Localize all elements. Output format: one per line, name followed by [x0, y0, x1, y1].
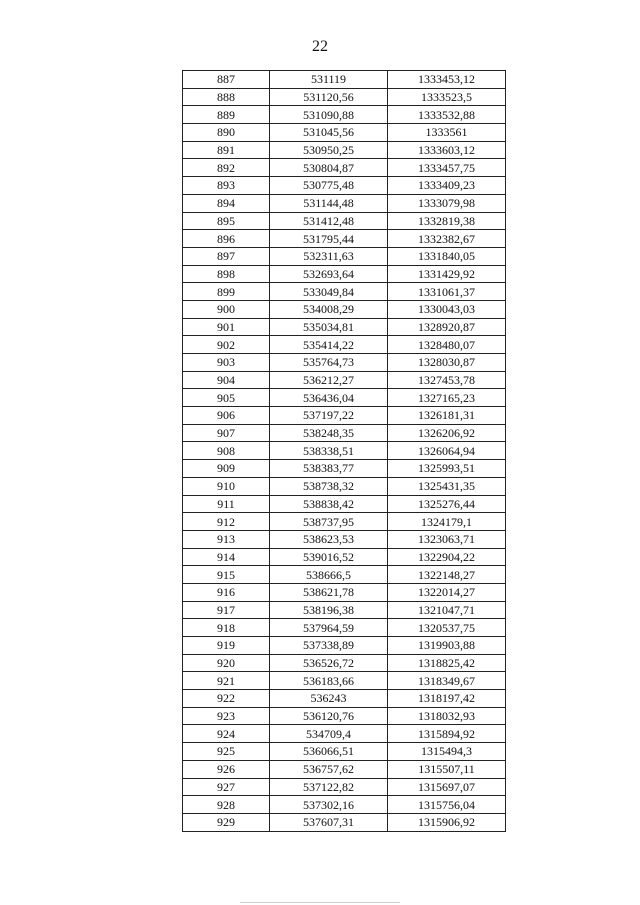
point-number-cell: 914 [183, 548, 270, 566]
point-number-cell: 926 [183, 760, 270, 778]
y-coordinate-cell: 1330043,03 [388, 300, 506, 318]
x-coordinate-cell: 534008,29 [270, 300, 388, 318]
table-row [183, 672, 506, 690]
x-coordinate-cell: 531144,48 [270, 194, 388, 212]
table-row [183, 442, 506, 460]
x-coordinate-cell: 538737,95 [270, 513, 388, 531]
table-row [183, 247, 506, 265]
table-row [183, 495, 506, 513]
table-row [183, 477, 506, 495]
table-row [183, 707, 506, 725]
point-number-cell: 909 [183, 460, 270, 478]
table-row [183, 548, 506, 566]
x-coordinate-cell: 531119 [270, 71, 388, 89]
x-coordinate-cell: 535034,81 [270, 318, 388, 336]
y-coordinate-cell: 1323063,71 [388, 530, 506, 548]
y-coordinate-cell: 1327453,78 [388, 371, 506, 389]
table-row [183, 371, 506, 389]
x-coordinate-cell: 531795,44 [270, 230, 388, 248]
table-row [183, 389, 506, 407]
x-coordinate-cell: 537964,59 [270, 619, 388, 637]
y-coordinate-cell: 1315906,92 [388, 813, 506, 831]
y-coordinate-cell: 1324179,1 [388, 513, 506, 531]
point-number-cell: 907 [183, 424, 270, 442]
table-row [183, 601, 506, 619]
table-row [183, 194, 506, 212]
x-coordinate-cell: 530775,48 [270, 177, 388, 195]
point-number-cell: 899 [183, 283, 270, 301]
point-number-cell: 896 [183, 230, 270, 248]
table-row [183, 619, 506, 637]
table-row [183, 778, 506, 796]
table-row [183, 354, 506, 372]
x-coordinate-cell: 531412,48 [270, 212, 388, 230]
x-coordinate-cell: 538623,53 [270, 530, 388, 548]
y-coordinate-cell: 1322014,27 [388, 583, 506, 601]
point-number-cell: 925 [183, 743, 270, 761]
y-coordinate-cell: 1333079,98 [388, 194, 506, 212]
table-row [183, 583, 506, 601]
x-coordinate-cell: 531120,56 [270, 88, 388, 106]
table-row [183, 637, 506, 655]
table-row [183, 566, 506, 584]
x-coordinate-cell: 538248,35 [270, 424, 388, 442]
x-coordinate-cell: 532311,63 [270, 247, 388, 265]
y-coordinate-cell: 1319903,88 [388, 637, 506, 655]
x-coordinate-cell: 536183,66 [270, 672, 388, 690]
point-number-cell: 888 [183, 88, 270, 106]
table-row [183, 177, 506, 195]
table-row [183, 530, 506, 548]
point-number-cell: 895 [183, 212, 270, 230]
x-coordinate-cell: 536066,51 [270, 743, 388, 761]
y-coordinate-cell: 1326206,92 [388, 424, 506, 442]
table-row [183, 424, 506, 442]
point-number-cell: 911 [183, 495, 270, 513]
table-row [183, 106, 506, 124]
y-coordinate-cell: 1318197,42 [388, 690, 506, 708]
x-coordinate-cell: 538838,42 [270, 495, 388, 513]
x-coordinate-cell: 537607,31 [270, 813, 388, 831]
table-row [183, 71, 506, 89]
point-number-cell: 901 [183, 318, 270, 336]
table-row [183, 460, 506, 478]
point-number-cell: 898 [183, 265, 270, 283]
y-coordinate-cell: 1326064,94 [388, 442, 506, 460]
y-coordinate-cell: 1333453,12 [388, 71, 506, 89]
y-coordinate-cell: 1315697,07 [388, 778, 506, 796]
point-number-cell: 916 [183, 583, 270, 601]
y-coordinate-cell: 1315494,3 [388, 743, 506, 761]
x-coordinate-cell: 534709,4 [270, 725, 388, 743]
point-number-cell: 923 [183, 707, 270, 725]
y-coordinate-cell: 1328920,87 [388, 318, 506, 336]
y-coordinate-cell: 1331840,05 [388, 247, 506, 265]
point-number-cell: 892 [183, 159, 270, 177]
x-coordinate-cell: 533049,84 [270, 283, 388, 301]
y-coordinate-cell: 1333457,75 [388, 159, 506, 177]
table-row [183, 796, 506, 814]
y-coordinate-cell: 1328480,07 [388, 336, 506, 354]
point-number-cell: 891 [183, 141, 270, 159]
y-coordinate-cell: 1318349,67 [388, 672, 506, 690]
coordinates-table-body [183, 71, 506, 832]
point-number-cell: 919 [183, 637, 270, 655]
x-coordinate-cell: 538383,77 [270, 460, 388, 478]
x-coordinate-cell: 536212,27 [270, 371, 388, 389]
point-number-cell: 910 [183, 477, 270, 495]
y-coordinate-cell: 1328030,87 [388, 354, 506, 372]
x-coordinate-cell: 538196,38 [270, 601, 388, 619]
y-coordinate-cell: 1326181,31 [388, 407, 506, 425]
table-row [183, 159, 506, 177]
point-number-cell: 893 [183, 177, 270, 195]
point-number-cell: 924 [183, 725, 270, 743]
x-coordinate-cell: 537302,16 [270, 796, 388, 814]
y-coordinate-cell: 1333532,88 [388, 106, 506, 124]
x-coordinate-cell: 531090,88 [270, 106, 388, 124]
point-number-cell: 900 [183, 300, 270, 318]
point-number-cell: 927 [183, 778, 270, 796]
x-coordinate-cell: 536120,76 [270, 707, 388, 725]
x-coordinate-cell: 537338,89 [270, 637, 388, 655]
page-number: 22 [312, 38, 328, 55]
table-row [183, 725, 506, 743]
x-coordinate-cell: 530950,25 [270, 141, 388, 159]
y-coordinate-cell: 1315894,92 [388, 725, 506, 743]
table-row [183, 690, 506, 708]
point-number-cell: 890 [183, 124, 270, 142]
y-coordinate-cell: 1332382,67 [388, 230, 506, 248]
y-coordinate-cell: 1321047,71 [388, 601, 506, 619]
point-number-cell: 889 [183, 106, 270, 124]
point-number-cell: 903 [183, 354, 270, 372]
x-coordinate-cell: 538338,51 [270, 442, 388, 460]
point-number-cell: 921 [183, 672, 270, 690]
y-coordinate-cell: 1331429,92 [388, 265, 506, 283]
x-coordinate-cell: 535414,22 [270, 336, 388, 354]
table-row [183, 407, 506, 425]
y-coordinate-cell: 1315507,11 [388, 760, 506, 778]
y-coordinate-cell: 1318825,42 [388, 654, 506, 672]
x-coordinate-cell: 536243 [270, 690, 388, 708]
point-number-cell: 912 [183, 513, 270, 531]
point-number-cell: 920 [183, 654, 270, 672]
x-coordinate-cell: 537197,22 [270, 407, 388, 425]
point-number-cell: 902 [183, 336, 270, 354]
y-coordinate-cell: 1331061,37 [388, 283, 506, 301]
table-row [183, 88, 506, 106]
table-row [183, 141, 506, 159]
y-coordinate-cell: 1333409,23 [388, 177, 506, 195]
point-number-cell: 904 [183, 371, 270, 389]
x-coordinate-cell: 530804,87 [270, 159, 388, 177]
x-coordinate-cell: 536526,72 [270, 654, 388, 672]
y-coordinate-cell: 1318032,93 [388, 707, 506, 725]
table-row [183, 654, 506, 672]
point-number-cell: 928 [183, 796, 270, 814]
y-coordinate-cell: 1322148,27 [388, 566, 506, 584]
table-row [183, 318, 506, 336]
table-row [183, 230, 506, 248]
table-row [183, 513, 506, 531]
x-coordinate-cell: 539016,52 [270, 548, 388, 566]
table-row [183, 813, 506, 831]
table-row [183, 212, 506, 230]
table-row [183, 760, 506, 778]
table-row [183, 300, 506, 318]
y-coordinate-cell: 1327165,23 [388, 389, 506, 407]
point-number-cell: 913 [183, 530, 270, 548]
x-coordinate-cell: 535764,73 [270, 354, 388, 372]
point-number-cell: 894 [183, 194, 270, 212]
x-coordinate-cell: 538738,32 [270, 477, 388, 495]
point-number-cell: 917 [183, 601, 270, 619]
table-row [183, 336, 506, 354]
x-coordinate-cell: 531045,56 [270, 124, 388, 142]
x-coordinate-cell: 532693,64 [270, 265, 388, 283]
y-coordinate-cell: 1332819,38 [388, 212, 506, 230]
y-coordinate-cell: 1325993,51 [388, 460, 506, 478]
table-row [183, 743, 506, 761]
y-coordinate-cell: 1315756,04 [388, 796, 506, 814]
y-coordinate-cell: 1325431,35 [388, 477, 506, 495]
y-coordinate-cell: 1325276,44 [388, 495, 506, 513]
y-coordinate-cell: 1320537,75 [388, 619, 506, 637]
point-number-cell: 915 [183, 566, 270, 584]
table-row [183, 265, 506, 283]
coordinates-table [182, 70, 506, 832]
point-number-cell: 906 [183, 407, 270, 425]
y-coordinate-cell: 1333561 [388, 124, 506, 142]
x-coordinate-cell: 536436,04 [270, 389, 388, 407]
point-number-cell: 897 [183, 247, 270, 265]
point-number-cell: 905 [183, 389, 270, 407]
point-number-cell: 929 [183, 813, 270, 831]
point-number-cell: 922 [183, 690, 270, 708]
x-coordinate-cell: 537122,82 [270, 778, 388, 796]
y-coordinate-cell: 1333603,12 [388, 141, 506, 159]
x-coordinate-cell: 538621,78 [270, 583, 388, 601]
point-number-cell: 908 [183, 442, 270, 460]
y-coordinate-cell: 1322904,22 [388, 548, 506, 566]
point-number-cell: 887 [183, 71, 270, 89]
table-row [183, 283, 506, 301]
x-coordinate-cell: 536757,62 [270, 760, 388, 778]
point-number-cell: 918 [183, 619, 270, 637]
y-coordinate-cell: 1333523,5 [388, 88, 506, 106]
table-row [183, 124, 506, 142]
bottom-edge-line [240, 902, 400, 903]
x-coordinate-cell: 538666,5 [270, 566, 388, 584]
